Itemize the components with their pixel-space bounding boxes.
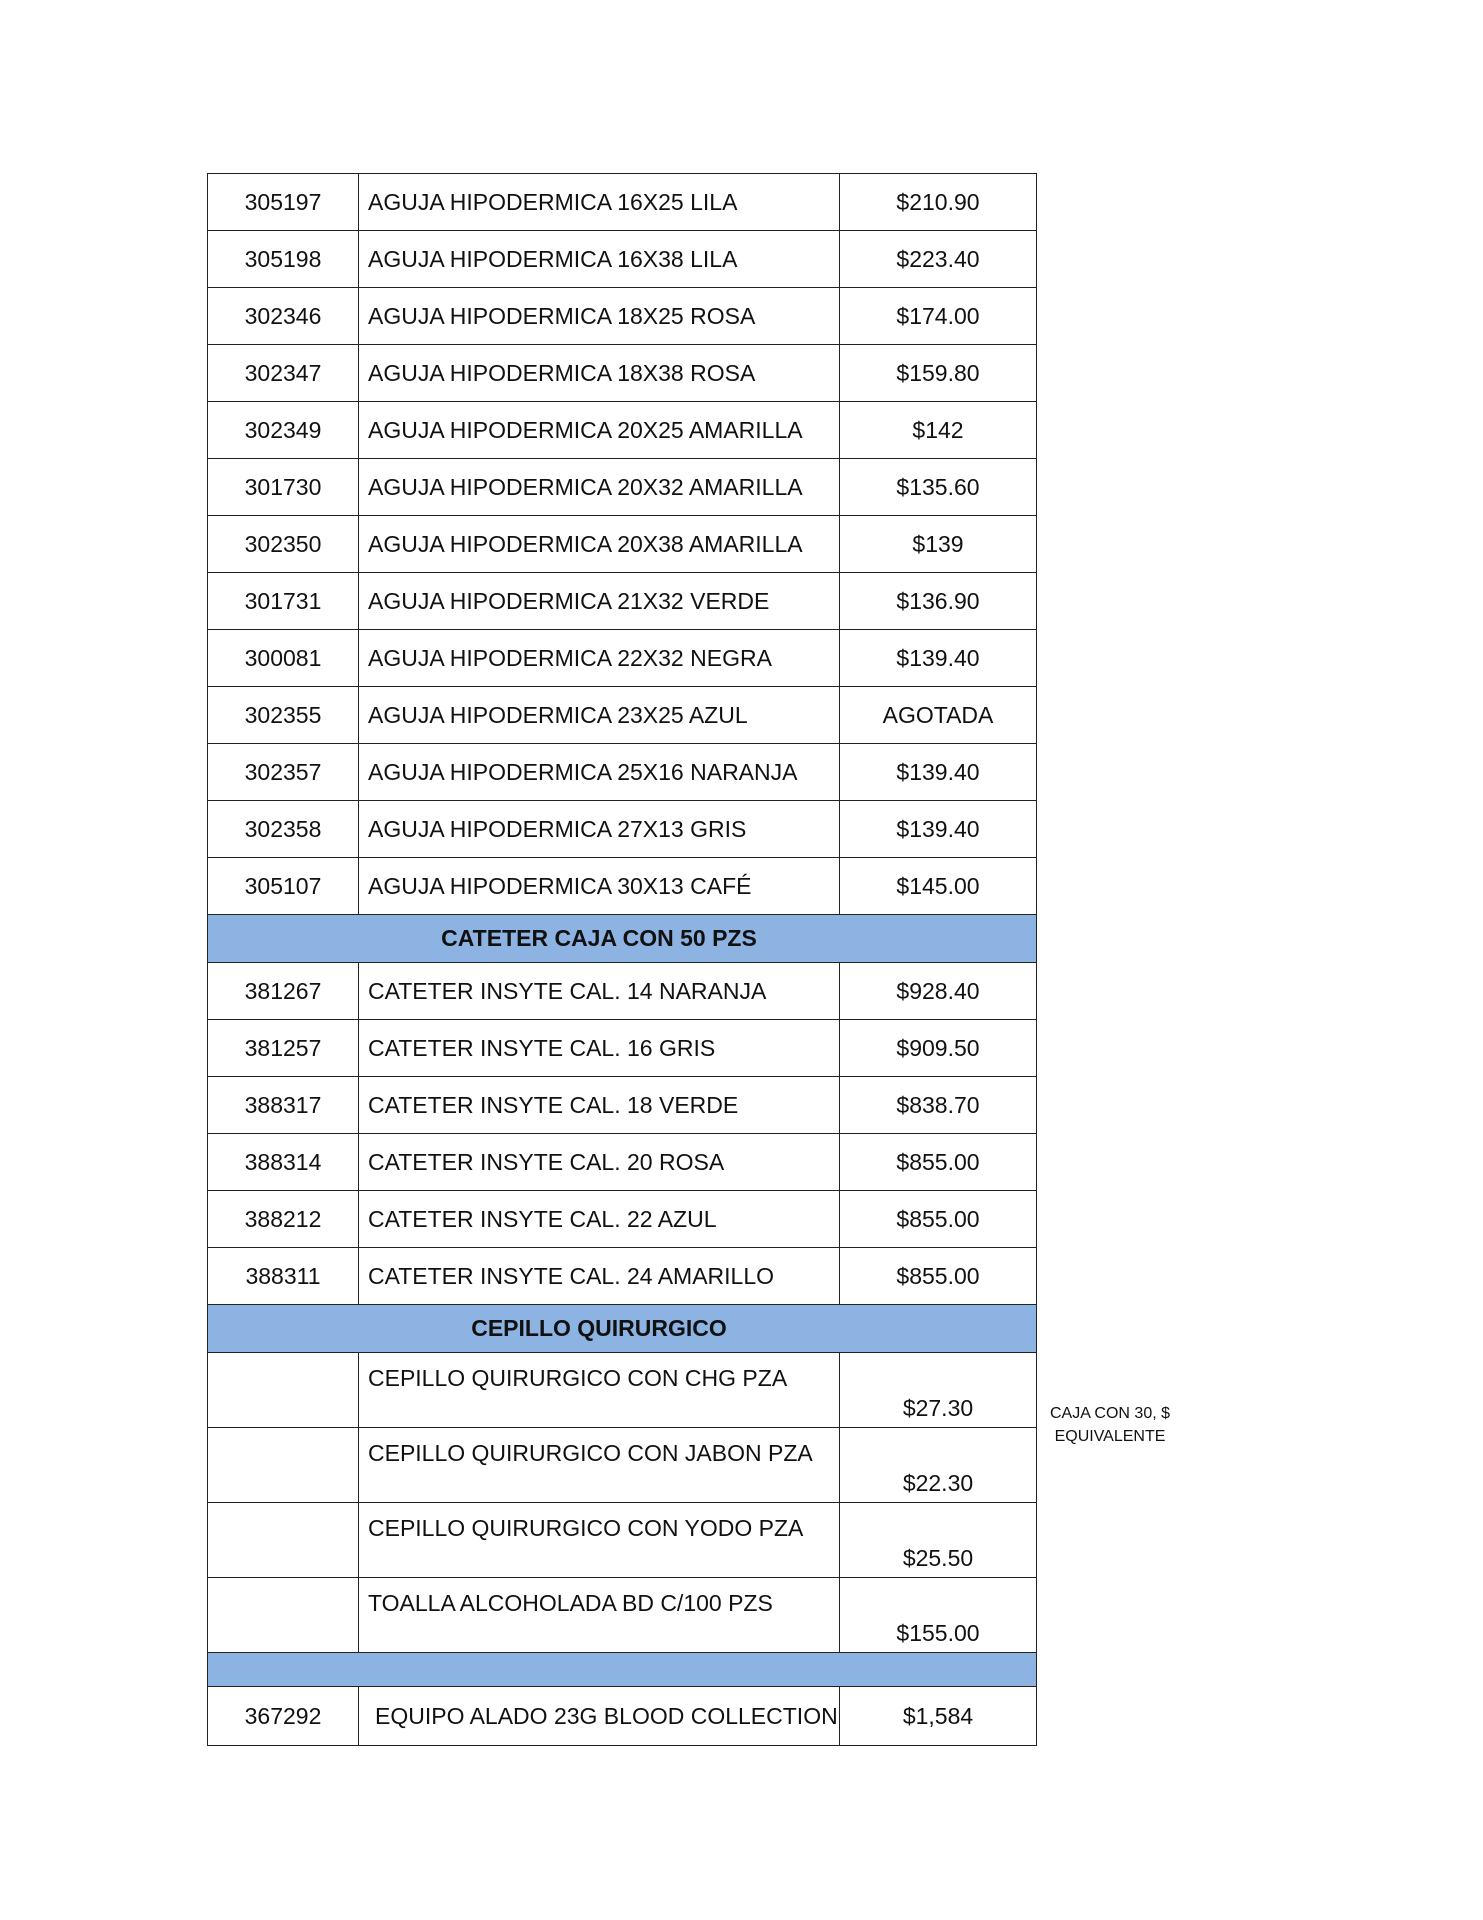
product-description: AGUJA HIPODERMICA 16X25 LILA [359, 174, 840, 231]
table-row [208, 516, 1037, 573]
product-description: EQUIPO ALADO 23G BLOOD COLLECTION [359, 1687, 840, 1746]
product-price: $142 [840, 402, 1037, 459]
section-title: CATETER CAJA CON 50 PZS [359, 915, 840, 963]
product-price: $136.90 [840, 573, 1037, 630]
product-description: AGUJA HIPODERMICA 20X32 AMARILLA [359, 459, 840, 516]
product-code: 381267 [208, 963, 359, 1020]
product-description: AGUJA HIPODERMICA 22X32 NEGRA [359, 630, 840, 687]
product-description: AGUJA HIPODERMICA 25X16 NARANJA [359, 744, 840, 801]
table-row [208, 1503, 1037, 1578]
product-description: AGUJA HIPODERMICA 21X32 VERDE [359, 573, 840, 630]
product-code [208, 1353, 359, 1428]
product-description: CATETER INSYTE CAL. 14 NARANJA [359, 963, 840, 1020]
table-row [208, 963, 1037, 1020]
table-row [208, 1020, 1037, 1077]
product-description: CATETER INSYTE CAL. 18 VERDE [359, 1077, 840, 1134]
section-spacer-cell [840, 1653, 1037, 1687]
table-row [208, 573, 1037, 630]
table-row [208, 1353, 1037, 1428]
product-code: 300081 [208, 630, 359, 687]
product-description: AGUJA HIPODERMICA 20X38 AMARILLA [359, 516, 840, 573]
note-line: CAJA CON 30, $ [1049, 1405, 1171, 1422]
product-code: 388314 [208, 1134, 359, 1191]
product-code: 305198 [208, 231, 359, 288]
product-description: CEPILLO QUIRURGICO CON JABON PZA [359, 1428, 840, 1503]
table-row [208, 801, 1037, 858]
table-row [208, 858, 1037, 915]
table-row [208, 1687, 1037, 1746]
product-code: 302346 [208, 288, 359, 345]
table-row [208, 288, 1037, 345]
section-header-spacer [840, 915, 1037, 963]
section-title: CEPILLO QUIRURGICO [359, 1305, 840, 1353]
table-row [208, 687, 1037, 744]
table-row [208, 630, 1037, 687]
product-code: 305107 [208, 858, 359, 915]
product-price: $174.00 [840, 288, 1037, 345]
product-description: CEPILLO QUIRURGICO CON CHG PZA [359, 1353, 840, 1428]
product-description: CATETER INSYTE CAL. 22 AZUL [359, 1191, 840, 1248]
product-code: 388311 [208, 1248, 359, 1305]
table-row [208, 1191, 1037, 1248]
product-code: 301730 [208, 459, 359, 516]
product-code [208, 1578, 359, 1653]
product-price: $838.70 [840, 1077, 1037, 1134]
note-line: EQUIVALENTE [1054, 1428, 1166, 1445]
product-price: $855.00 [840, 1248, 1037, 1305]
product-code: 302347 [208, 345, 359, 402]
price-list-table [207, 173, 1037, 1746]
product-code [208, 1428, 359, 1503]
table-row [208, 402, 1037, 459]
product-description: AGUJA HIPODERMICA 18X38 ROSA [359, 345, 840, 402]
product-code: 302349 [208, 402, 359, 459]
product-code: 367292 [208, 1687, 359, 1746]
price-list-body [208, 174, 1037, 1746]
product-description: CATETER INSYTE CAL. 16 GRIS [359, 1020, 840, 1077]
table-row [208, 231, 1037, 288]
product-code: 381257 [208, 1020, 359, 1077]
product-price: $139 [840, 516, 1037, 573]
table-row [208, 744, 1037, 801]
product-description: CATETER INSYTE CAL. 24 AMARILLO [359, 1248, 840, 1305]
table-row [208, 1428, 1037, 1503]
section-spacer-cell [359, 1653, 840, 1687]
product-code: 301731 [208, 573, 359, 630]
product-price: $159.80 [840, 345, 1037, 402]
product-code: 302358 [208, 801, 359, 858]
product-price: $139.40 [840, 801, 1037, 858]
table-row [208, 459, 1037, 516]
table-row [208, 1248, 1037, 1305]
product-price: $25.50 [840, 1503, 1037, 1578]
product-description: CEPILLO QUIRURGICO CON YODO PZA [359, 1503, 840, 1578]
section-header-spacer [840, 1305, 1037, 1353]
table-row [208, 345, 1037, 402]
product-price: $139.40 [840, 744, 1037, 801]
section-header-spacer [208, 1305, 359, 1353]
product-price: $139.40 [840, 630, 1037, 687]
product-code [208, 1503, 359, 1578]
section-spacer-band [208, 1653, 1037, 1687]
product-code: 388317 [208, 1077, 359, 1134]
product-price: $909.50 [840, 1020, 1037, 1077]
product-code: 305197 [208, 174, 359, 231]
product-description: CATETER INSYTE CAL. 20 ROSA [359, 1134, 840, 1191]
table-row [208, 1077, 1037, 1134]
table-row [208, 1134, 1037, 1191]
product-price: $135.60 [840, 459, 1037, 516]
product-description: AGUJA HIPODERMICA 16X38 LILA [359, 231, 840, 288]
product-price: $223.40 [840, 231, 1037, 288]
product-price: $855.00 [840, 1191, 1037, 1248]
product-description: AGUJA HIPODERMICA 30X13 CAFÉ [359, 858, 840, 915]
table-row [208, 1578, 1037, 1653]
product-description: AGUJA HIPODERMICA 18X25 ROSA [359, 288, 840, 345]
product-description: AGUJA HIPODERMICA 23X25 AZUL [359, 687, 840, 744]
product-description: AGUJA HIPODERMICA 27X13 GRIS [359, 801, 840, 858]
section-header-cepillo [208, 1305, 1037, 1353]
product-code: 302357 [208, 744, 359, 801]
product-description: AGUJA HIPODERMICA 20X25 AMARILLA [359, 402, 840, 459]
product-price: $155.00 [840, 1578, 1037, 1653]
product-code: 302350 [208, 516, 359, 573]
section-spacer-cell [208, 1653, 359, 1687]
product-price: $27.30 [840, 1353, 1037, 1428]
product-price: $22.30 [840, 1428, 1037, 1503]
product-price: $145.00 [840, 858, 1037, 915]
product-code: 302355 [208, 687, 359, 744]
product-price: $1,584 [840, 1687, 1037, 1746]
section-header-cateter [208, 915, 1037, 963]
table-row [208, 174, 1037, 231]
product-description: TOALLA ALCOHOLADA BD C/100 PZS [359, 1578, 840, 1653]
product-price: $210.90 [840, 174, 1037, 231]
product-code: 388212 [208, 1191, 359, 1248]
box-equivalent-note [1040, 1402, 1180, 1448]
section-header-spacer [208, 915, 359, 963]
product-price: AGOTADA [840, 687, 1037, 744]
product-price: $928.40 [840, 963, 1037, 1020]
product-price: $855.00 [840, 1134, 1037, 1191]
